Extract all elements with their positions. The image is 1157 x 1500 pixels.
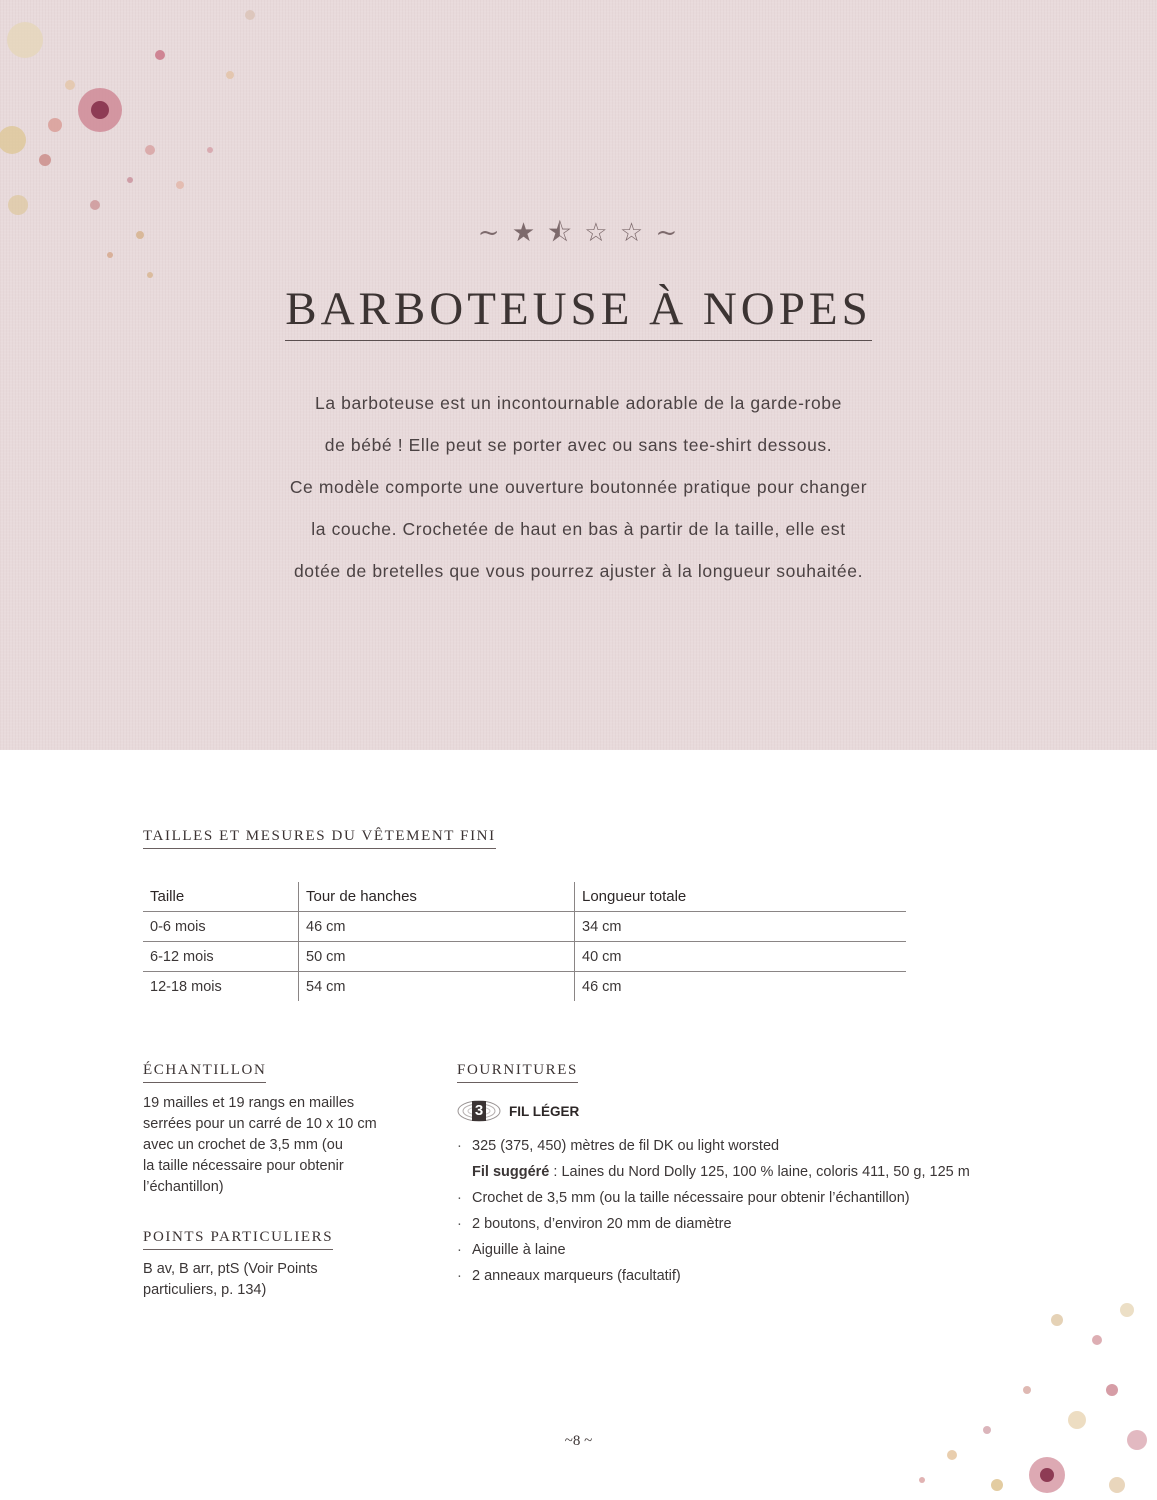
supplies-list [457,1133,970,1289]
suggested-text: : Laines du Nord Dolly 125, 100 % laine, coloris 411, 50 g, 125 m [549,1164,970,1180]
table-cell: 0-6 mois [143,912,299,942]
flower-dot [7,22,43,58]
table-cell: 6-12 mois [143,942,299,972]
flower-center [1040,1468,1054,1482]
star-half-icon: ⯪ [547,218,575,248]
page-number: ~8 ~ [564,1433,593,1449]
flower-dot [226,71,234,79]
flower-dot [155,50,165,60]
floral-decoration-bottom-right [897,1280,1157,1500]
star-empty-icon: ☆ [584,218,610,248]
list-item: · 325 (375, 450) mètres de fil DK ou light worsted [457,1133,970,1159]
list-item: · 2 boutons, d’environ 20 mm de diamètre [457,1211,970,1237]
flower-dot [245,10,255,20]
flower-dot [1109,1477,1125,1493]
intro-line: la couche. Crochetée de haut en bas à partir de la taille, elle est [311,519,846,539]
tilde-right: ~ [655,218,680,248]
sizes-table [143,882,906,1001]
gauge-heading: ÉCHANTILLON [143,1062,266,1083]
column-header: Tour de hanches [299,882,575,912]
yarn-weight-icon [457,1099,501,1123]
table-row [143,912,906,942]
list-item: · Crochet de 3,5 mm (ou la taille nécessaire pour obtenir l’échantillon) [457,1185,970,1211]
gauge-line: l’échantillon) [143,1179,224,1195]
flower-dot [1023,1386,1031,1394]
column-header: Longueur totale [575,882,907,912]
flower-dot [919,1477,925,1483]
intro-line: dotée de bretelles que vous pourrez ajuster à la longueur souhaitée. [293,561,864,581]
flower-dot [1068,1411,1086,1429]
flower-dot [127,177,133,183]
flower-center [91,101,109,119]
intro-line: Ce modèle comporte une ouverture boutonnée pratique pour changer [289,477,868,497]
flower-dot [0,126,26,154]
gauge-line: 19 mailles et 19 rangs en mailles [143,1095,355,1111]
special-stitches-line: particuliers, p. 134) [143,1282,267,1298]
list-item: · 2 anneaux marqueurs (facultatif) [457,1263,970,1289]
table-row [143,942,906,972]
difficulty-rating [0,214,1157,258]
yarn-weight-label: FIL LÉGER [509,1103,580,1119]
intro-line: La barboteuse est un incontournable adorable de la garde-robe [315,393,842,413]
special-stitches-text [143,1259,318,1301]
flower-dot [207,147,213,153]
suggested-yarn [457,1159,970,1185]
gauge-line: la taille nécessaire pour obtenir [143,1158,344,1174]
table-cell: 12-18 mois [150,978,222,995]
table-cell: 34 cm [575,912,907,942]
table-header-row [143,882,906,912]
flower-dot [90,200,100,210]
flower-dot [176,181,184,189]
flower-dot [8,195,28,215]
intro-line: de bébé ! Elle peut se porter avec ou sans tee-shirt dessous. [324,435,833,455]
supplies-heading: FOURNITURES [457,1062,578,1083]
table-cell: 40 cm [575,942,907,972]
flower-dot [39,154,51,166]
flower-dot [65,80,75,90]
page-title: BARBOTEUSE À NOPES [285,282,871,341]
table-cell: 46 cm [575,972,907,1002]
flower-dot [1092,1335,1102,1345]
flower-dot [48,118,62,132]
intro-paragraph [150,389,1007,599]
gauge-line: serrées pour un carré de 10 x 10 cm [143,1116,377,1132]
flower-dot [947,1450,957,1460]
flower-dot [1051,1314,1063,1326]
flower-dot [147,272,153,278]
sizes-heading: TAILLES ET MESURES DU VÊTEMENT FINI [143,828,496,849]
table-cell: 46 cm [299,912,575,942]
yarn-weight-number: 3 [474,1102,484,1119]
gauge-line: avec un crochet de 3,5 mm (ou [143,1137,343,1153]
special-stitches-heading: POINTS PARTICULIERS [143,1229,333,1250]
table-row [143,972,906,1002]
gauge-text [143,1093,377,1198]
flower-dot [1120,1303,1134,1317]
flower-dot [145,145,155,155]
list-item: · Aiguille à laine [457,1237,970,1263]
tilde-left: ~ [477,218,502,248]
table-cell: 50 cm [299,942,575,972]
suggested-label: Fil suggéré [472,1164,550,1180]
column-header: Taille [143,882,299,912]
yarn-weight [457,1099,579,1123]
star-full-icon: ★ [511,218,538,248]
flower-dot [1106,1384,1118,1396]
flower-dot [991,1479,1003,1491]
special-stitches-line: B av, B arr, ptS (Voir Points [143,1261,318,1277]
star-empty-icon: ☆ [619,218,646,248]
table-cell: 54 cm [299,972,575,1002]
